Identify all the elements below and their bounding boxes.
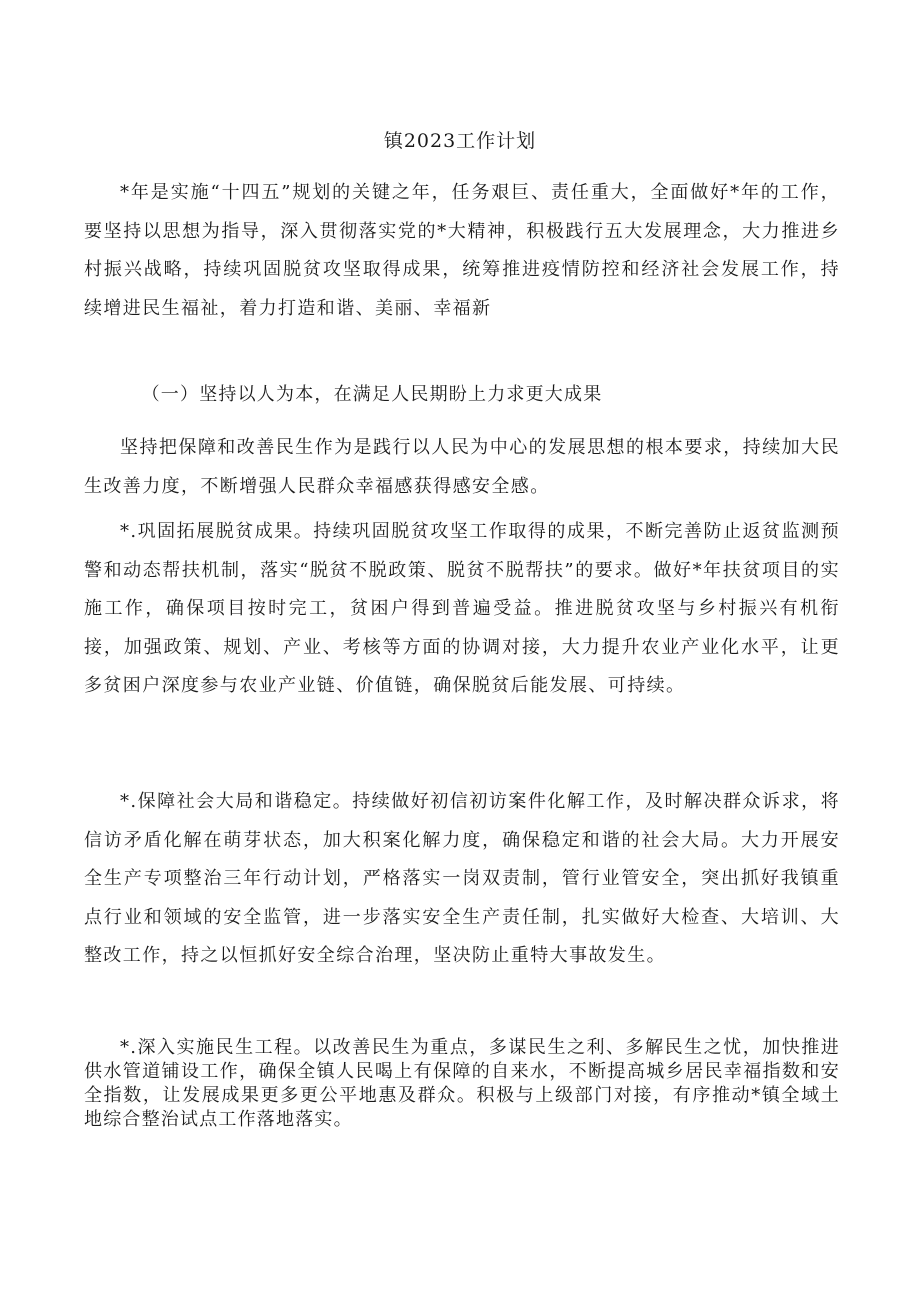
section-heading: （一）坚持以人为本，在满足人民期盼上力求更大成果 [141,384,603,405]
item-2-paragraph: *.保障社会大局和谐稳定。持续做好初信初访案件化解工作，及时解决群众诉求，将信访矛盾化解在萌芽状态，加大积案化解力度，确保稳定和谐的社会大局。大力开展安全生产专项整治三年行动计划，严格落实一岗双责制，管行业管安全，突出抓好我镇重点行业和领域的安全监管，进一步落实安全生产责任制，扎实做好大检查、大培训、大整改工作，持之以恒抓好安全综合治理，坚决防止重特大事故发生。 [84,791,840,966]
document-title: 镇2023工作计划 [383,130,537,152]
section-intro-paragraph: 坚持把保障和改善民生作为是践行以人民为中心的发展思想的根本要求，持续加大民生改善力度，不断增强人民群众幸福感获得感安全感。 [84,437,840,497]
item-3-paragraph: *.深入实施民生工程。以改善民生为重点，多谋民生之利、多解民生之忧，加快推进供水管道铺设工作，确保全镇人民喝上有保障的自来水，不断提高城乡居民幸福指数和安全指数，让发展成果更多更公平地惠及群众。积极与上级部门对接，有序推动*镇全域土地综合整治试点工作落地落实。 [84,1037,840,1130]
item-1-paragraph: *.巩固拓展脱贫成果。持续巩固脱贫攻坚工作取得的成果，不断完善防止返贫监测预警和动态帮扶机制，落实“脱贫不脱政策、脱贫不脱帮扶”的要求。做好*年扶贫项目的实施工作，确保项目按时完工，贫困户得到普遍受益。推进脱贫攻坚与乡村振兴有机衔接，加强政策、规划、产业、考核等方面的协调对接，大力提升农业产业化水平，让更多贫困户深度参与农业产业链、价值链，确保脱贫后能发展、可持续。 [84,521,840,696]
intro-paragraph: *年是实施“十四五”规划的关键之年，任务艰巨、责任重大，全面做好*年的工作，要坚持以思想为指导，深入贯彻落实党的*大精神，积极践行五大发展理念，大力推进乡村振兴战略，持续巩固脱贫攻坚取得成果，统筹推进疫情防控和经济社会发展工作，持续增进民生福祉，着力打造和谐、美丽、幸福新 [84,182,840,319]
